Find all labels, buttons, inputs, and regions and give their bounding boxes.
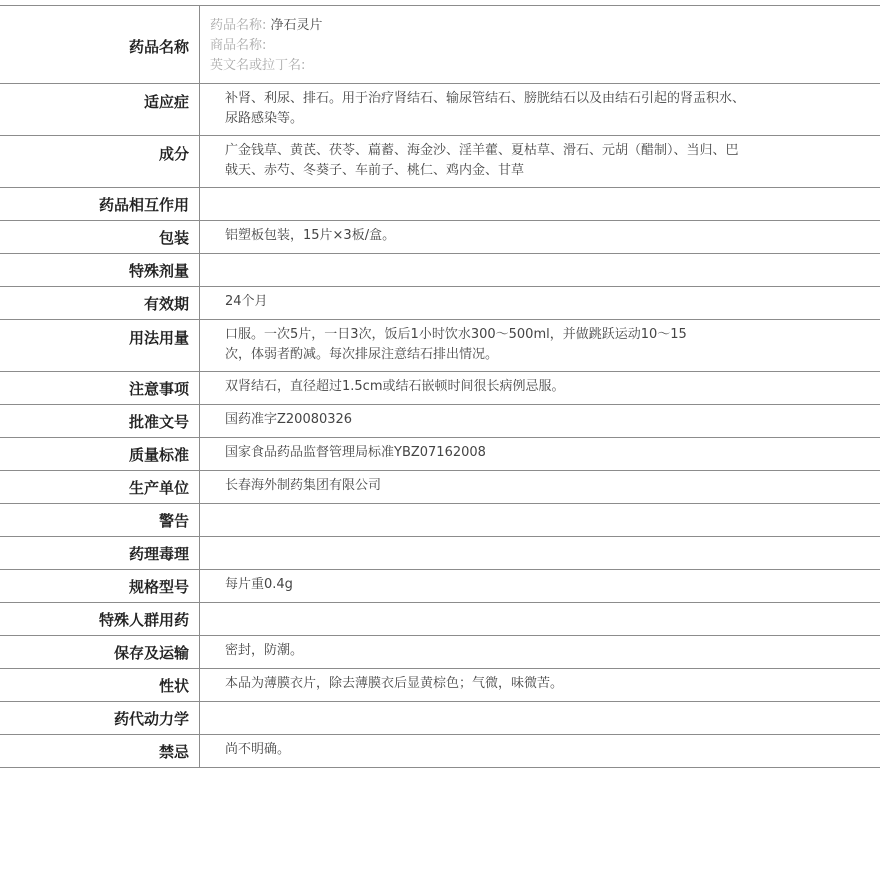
label-contraindications: 禁忌 [0,735,200,767]
row-approval [0,405,880,438]
label-storage: 保存及运输 [0,636,200,668]
label-manufacturer: 生产单位 [0,471,200,503]
row-contraindications [0,735,880,768]
row-specification [0,570,880,603]
label-quality: 质量标准 [0,438,200,470]
value-interactions [200,188,880,220]
label-validity: 有效期 [0,287,200,319]
label-ingredients: 成分 [0,136,200,187]
row-ingredients [0,136,880,188]
label-pharmacology: 药理毒理 [0,537,200,569]
ingredients-line-1: 广金钱草、黄芪、茯苓、萹蓄、海金沙、淫羊藿、夏枯草、滑石、元胡（醋制）、当归、巴 [225,143,739,158]
drug-info-table [0,5,880,768]
value-quality: 国家食品药品监督管理局标准YBZ07162008 [225,445,486,460]
label-drug-name: 药品名称 [0,6,200,83]
row-precautions [0,372,880,405]
value-pharmacology [200,537,880,569]
value-manufacturer: 长春海外制药集团有限公司 [225,478,382,493]
value-warning [200,504,880,536]
value-special-dosage [200,254,880,286]
row-description [0,669,880,702]
row-interactions [0,188,880,221]
drug-name-key: 药品名称: [210,18,267,33]
row-warning [0,504,880,537]
row-pharmacology [0,537,880,570]
indications-line-1: 补肾、利尿、排石。用于治疗肾结石、输尿管结石、膀胱结石以及由结石引起的肾盂积水、 [225,91,746,106]
value-precautions: 双肾结石，直径超过1.5cm或结石嵌顿时间很长病例忌服。 [225,379,565,394]
indications-line-2: 尿路感染等。 [225,111,304,126]
row-drug-name [0,6,880,84]
trade-name-key: 商品名称: [210,38,267,53]
row-manufacturer [0,471,880,504]
value-ingredients [200,136,880,187]
value-contraindications: 尚不明确。 [225,742,291,757]
row-indications [0,84,880,136]
label-indications: 适应症 [0,84,200,135]
label-precautions: 注意事项 [0,372,200,404]
value-validity: 24个月 [225,294,268,309]
row-special-dosage [0,254,880,287]
value-storage: 密封，防潮。 [225,643,304,658]
value-packaging: 铝塑板包装，15片×3板/盒。 [225,228,396,243]
row-special-groups [0,603,880,636]
row-usage [0,320,880,372]
ingredients-line-2: 戟天、赤芍、冬葵子、车前子、桃仁、鸡内金、甘草 [225,163,525,178]
drug-name-value: 净石灵片 [270,18,323,33]
row-packaging [0,221,880,254]
value-pharmacokinetics [200,702,880,734]
value-specification: 每片重0.4g [225,577,293,592]
usage-line-1: 口服。一次5片，一日3次，饭后1小时饮水300～500ml，并做跳跃运动10～15 [225,327,687,342]
english-name-line [210,56,880,76]
english-name-key: 英文名或拉丁名: [210,58,306,73]
label-specification: 规格型号 [0,570,200,602]
row-pharmacokinetics [0,702,880,735]
label-special-groups: 特殊人群用药 [0,603,200,635]
row-validity [0,287,880,320]
label-packaging: 包装 [0,221,200,253]
drug-name-line [210,16,880,36]
label-interactions: 药品相互作用 [0,188,200,220]
value-indications [200,84,880,135]
label-usage: 用法用量 [0,320,200,371]
trade-name-line [210,36,880,56]
label-warning: 警告 [0,504,200,536]
label-approval: 批准文号 [0,405,200,437]
value-special-groups [200,603,880,635]
label-description: 性状 [0,669,200,701]
value-description: 本品为薄膜衣片，除去薄膜衣后显黄棕色；气微，味微苦。 [225,676,564,691]
value-usage [200,320,880,371]
row-storage [0,636,880,669]
label-special-dosage: 特殊剂量 [0,254,200,286]
label-pharmacokinetics: 药代动力学 [0,702,200,734]
value-approval: 国药准字Z20080326 [225,412,353,427]
row-quality [0,438,880,471]
drug-name-values [200,6,880,83]
usage-line-2: 次，体弱者酌减。每次排尿注意结石排出情况。 [225,347,499,362]
